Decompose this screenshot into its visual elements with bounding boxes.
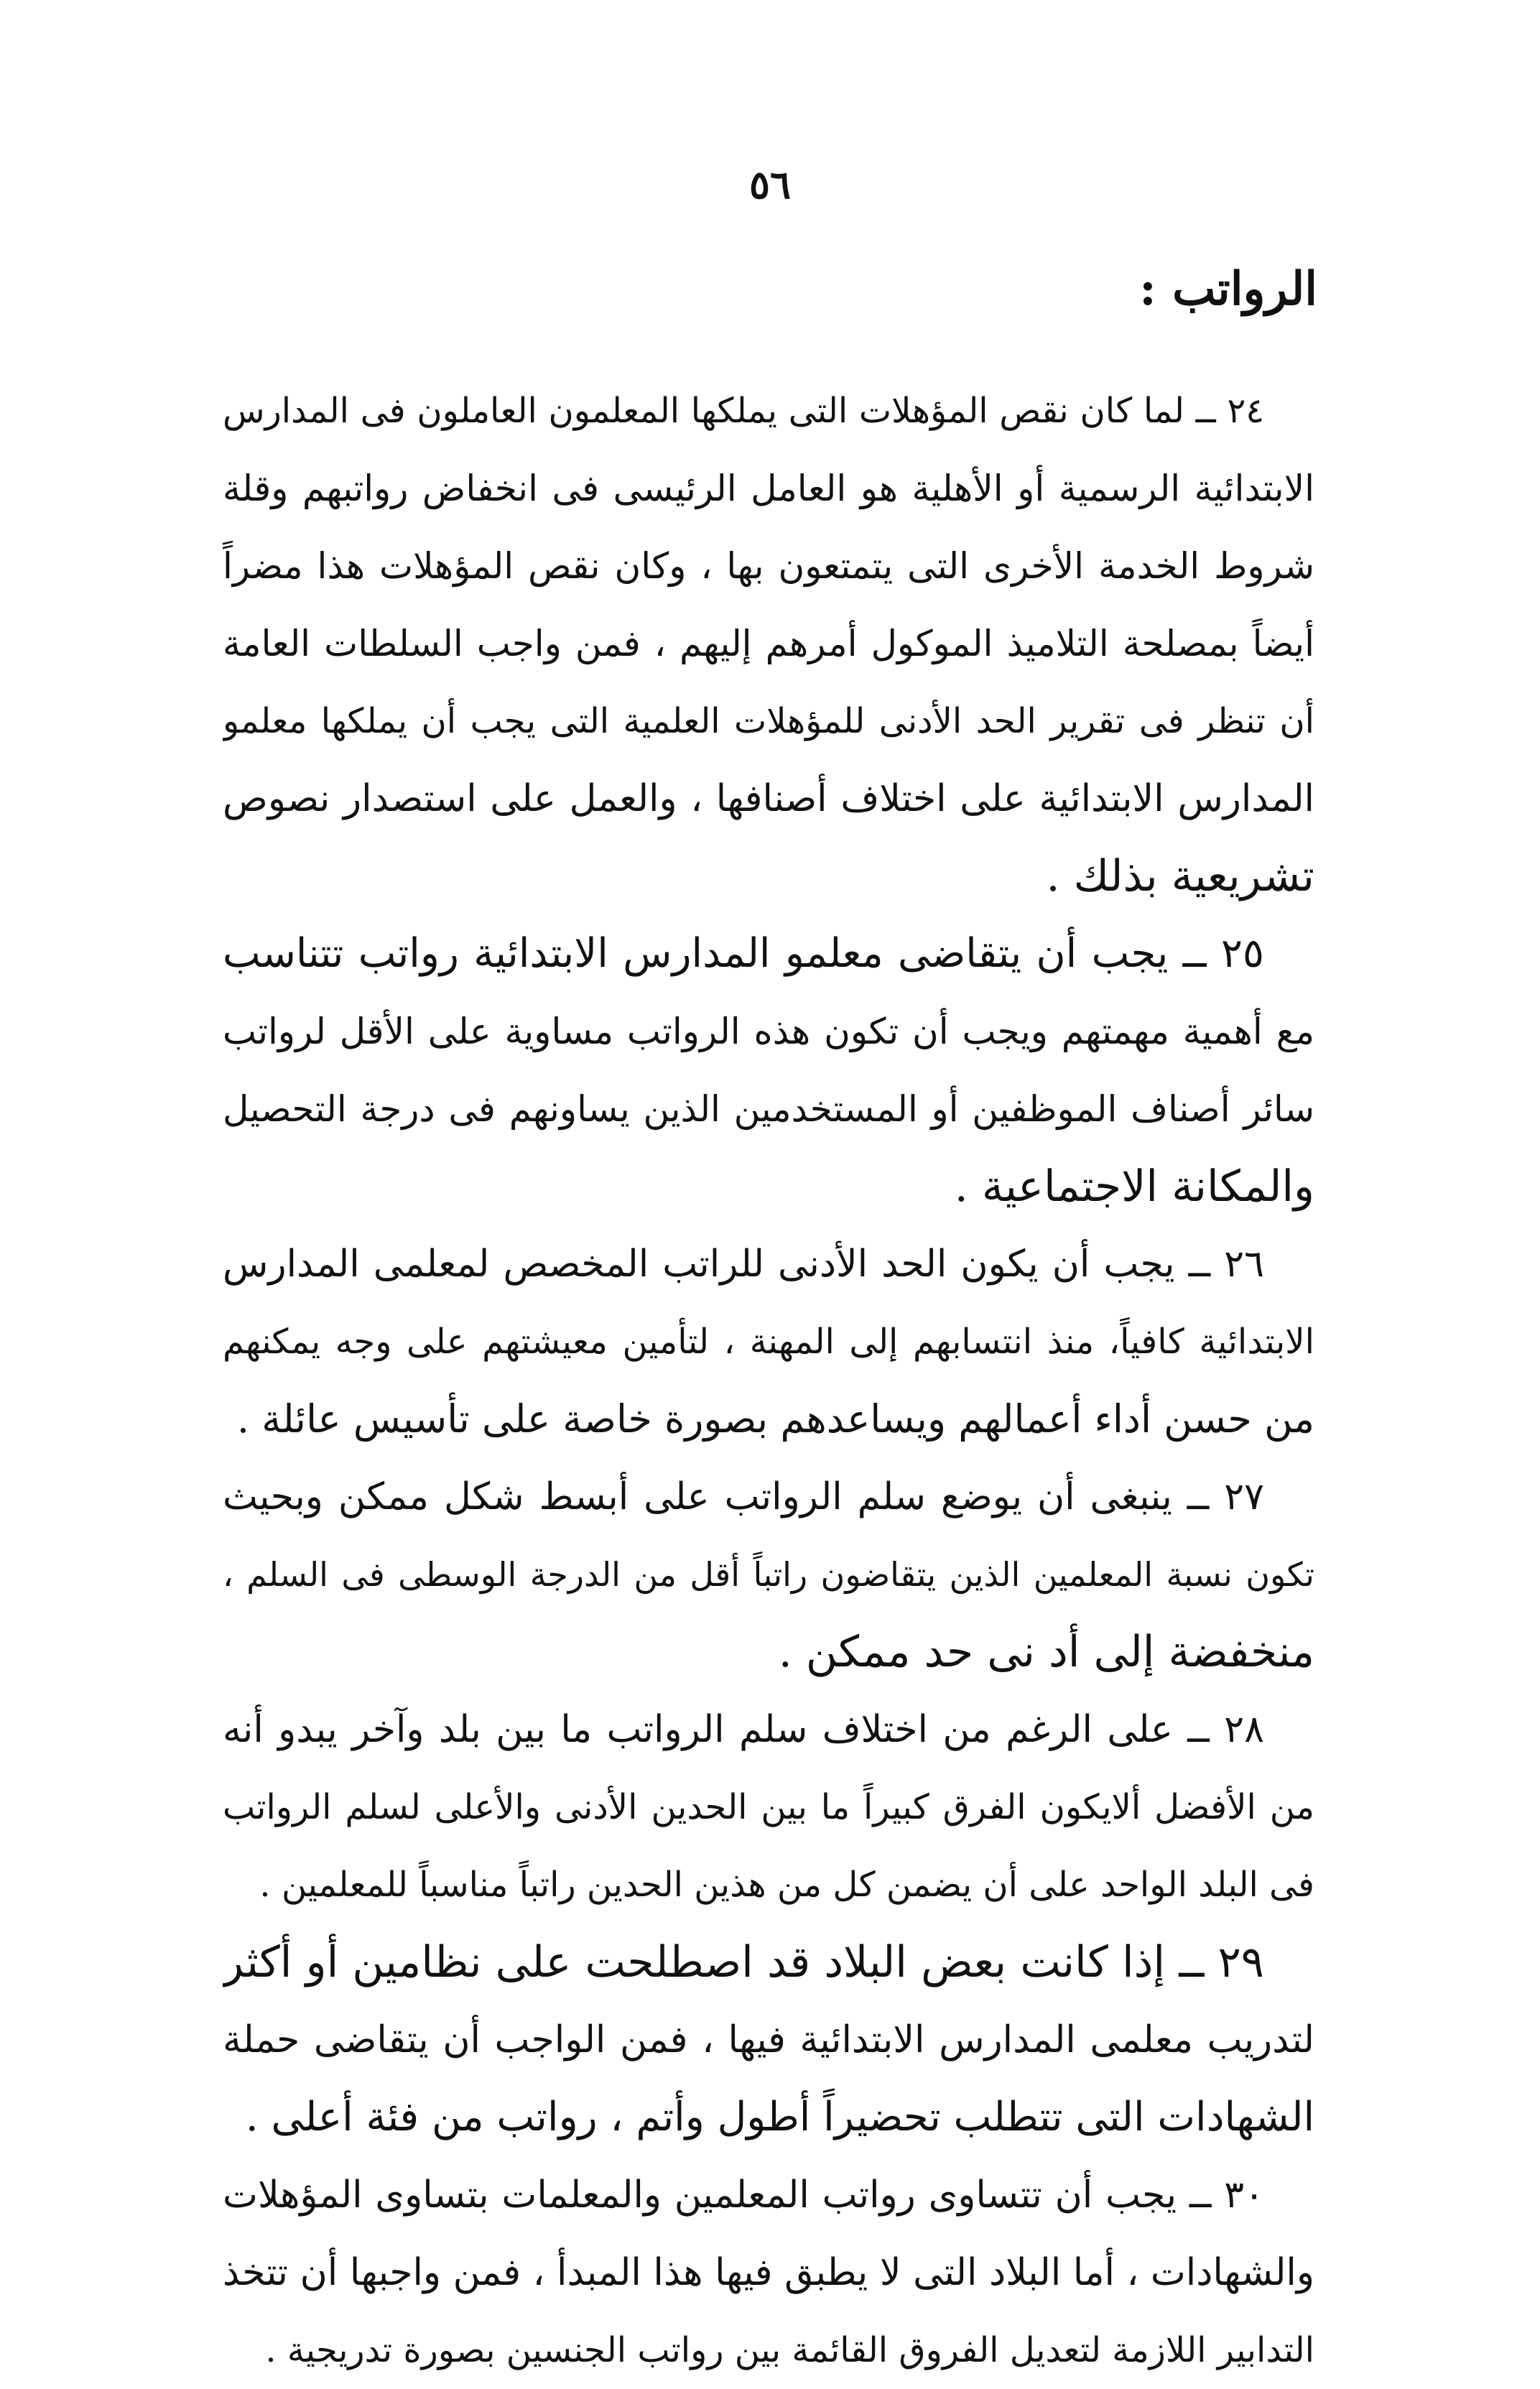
text-line: أن تنظر فى تقرير الحد الأدنى للمؤهلات العلمية التى يجب أن يملكها معلمو — [223, 701, 1314, 741]
text-line: ٢٤ ــ لما كان نقص المؤهلات التى يملكها المعلمون العاملون فى المدارس — [223, 391, 1265, 431]
text-line: ٢٩ ــ إذا كانت بعض البلاد قد اصطلحت على نظامين أو أكثر — [223, 1937, 1264, 1987]
text-line: والمكانة الاجتماعية . — [954, 1161, 1314, 1212]
text-line: من الأفضل ألايكون الفرق كبيراً ما بين الحدين الأدنى والأعلى لسلم الرواتب — [223, 1787, 1314, 1827]
text-line: تشريعية بذلك . — [1046, 851, 1314, 901]
text-line: ٢٥ ــ يجب أن يتقاضى معلمو المدارس الابتدائية رواتب تتناسب — [223, 930, 1264, 977]
text-line: الشهادات التى تتطلب تحضيراً أطول وأتم ، رواتب من فئة أعلى . — [245, 2094, 1314, 2140]
text-line: الابتدائية كافياً، منذ انتسابهم إلى المهنة ، لتأمين معيشتهم على وجه يمكنهم — [223, 1322, 1314, 1362]
text-line: من حسن أداء أعمالهم ويساعدهم بصورة خاصة على تأسيس عائلة . — [236, 1396, 1314, 1442]
text-line: ٢٦ ــ يجب أن يكون الحد الأدنى للراتب المخصص لمعلمى المدارس — [223, 1243, 1264, 1286]
text-line: ٣٠ ــ يجب أن تتساوى رواتب المعلمين والمعلمات بتساوى المؤهلات — [223, 2174, 1264, 2217]
text-line: أيضاً بمصلحة التلاميذ الموكول أمرهم إليهم ، فمن واجب السلطات العامة — [223, 623, 1314, 664]
text-line: التدابير اللازمة لتعديل الفروق القائمة بين رواتب الجنسين بصورة تدريجية . — [265, 2330, 1314, 2370]
text-line: شروط الخدمة الأخرى التى يتمتعون بها ، وكان نقص المؤهلات هذا مضراً — [223, 545, 1314, 587]
text-line: مع أهمية مهمتهم ويجب أن تكون هذه الرواتب مساوية على الأقل لرواتب — [223, 1011, 1314, 1052]
page-number: ٥٦ — [748, 162, 791, 208]
text-line: لتدريب معلمى المدارس الابتدائية فيها ، فمن الواجب أن يتقاضى حملة — [223, 2018, 1314, 2061]
text-line: الابتدائية الرسمية أو الأهلية هو العامل الرئيسى فى انخفاض رواتبهم وقلة — [223, 468, 1314, 509]
text-line: تكون نسبة المعلمين الذين يتقاضون راتباً أقل من الدرجة الوسطى فى السلم ، — [223, 1555, 1314, 1594]
section-heading: الرواتب : — [1139, 262, 1317, 316]
text-line: والشهادات ، أما البلاد التى لا يطبق فيها هذا المبدأ ، فمن واجبها أن تتخذ — [223, 2251, 1314, 2294]
text-line: ٢٨ ــ على الرغم من اختلاف سلم الرواتب ما بين بلد وآخر يبدو أنه — [223, 1708, 1264, 1751]
text-line: فى البلد الواحد على أن يضمن كل من هذين الحدين راتباً مناسباً للمعلمين . — [259, 1865, 1314, 1905]
text-line: المدارس الابتدائية على اختلاف أصنافها ، والعمل على استصدار نصوص — [223, 777, 1314, 820]
text-line: ٢٧ ــ ينبغى أن يوضع سلم الرواتب على أبسط شكل ممكن وبحيث — [223, 1475, 1264, 1518]
text-line: منخفضة إلى أد نى حد ممكن . — [778, 1627, 1314, 1677]
text-line: سائر أصناف الموظفين أو المستخدمين الذين يساونهم فى درجة التحصيل — [223, 1088, 1314, 1130]
body-text — [223, 372, 1314, 2389]
